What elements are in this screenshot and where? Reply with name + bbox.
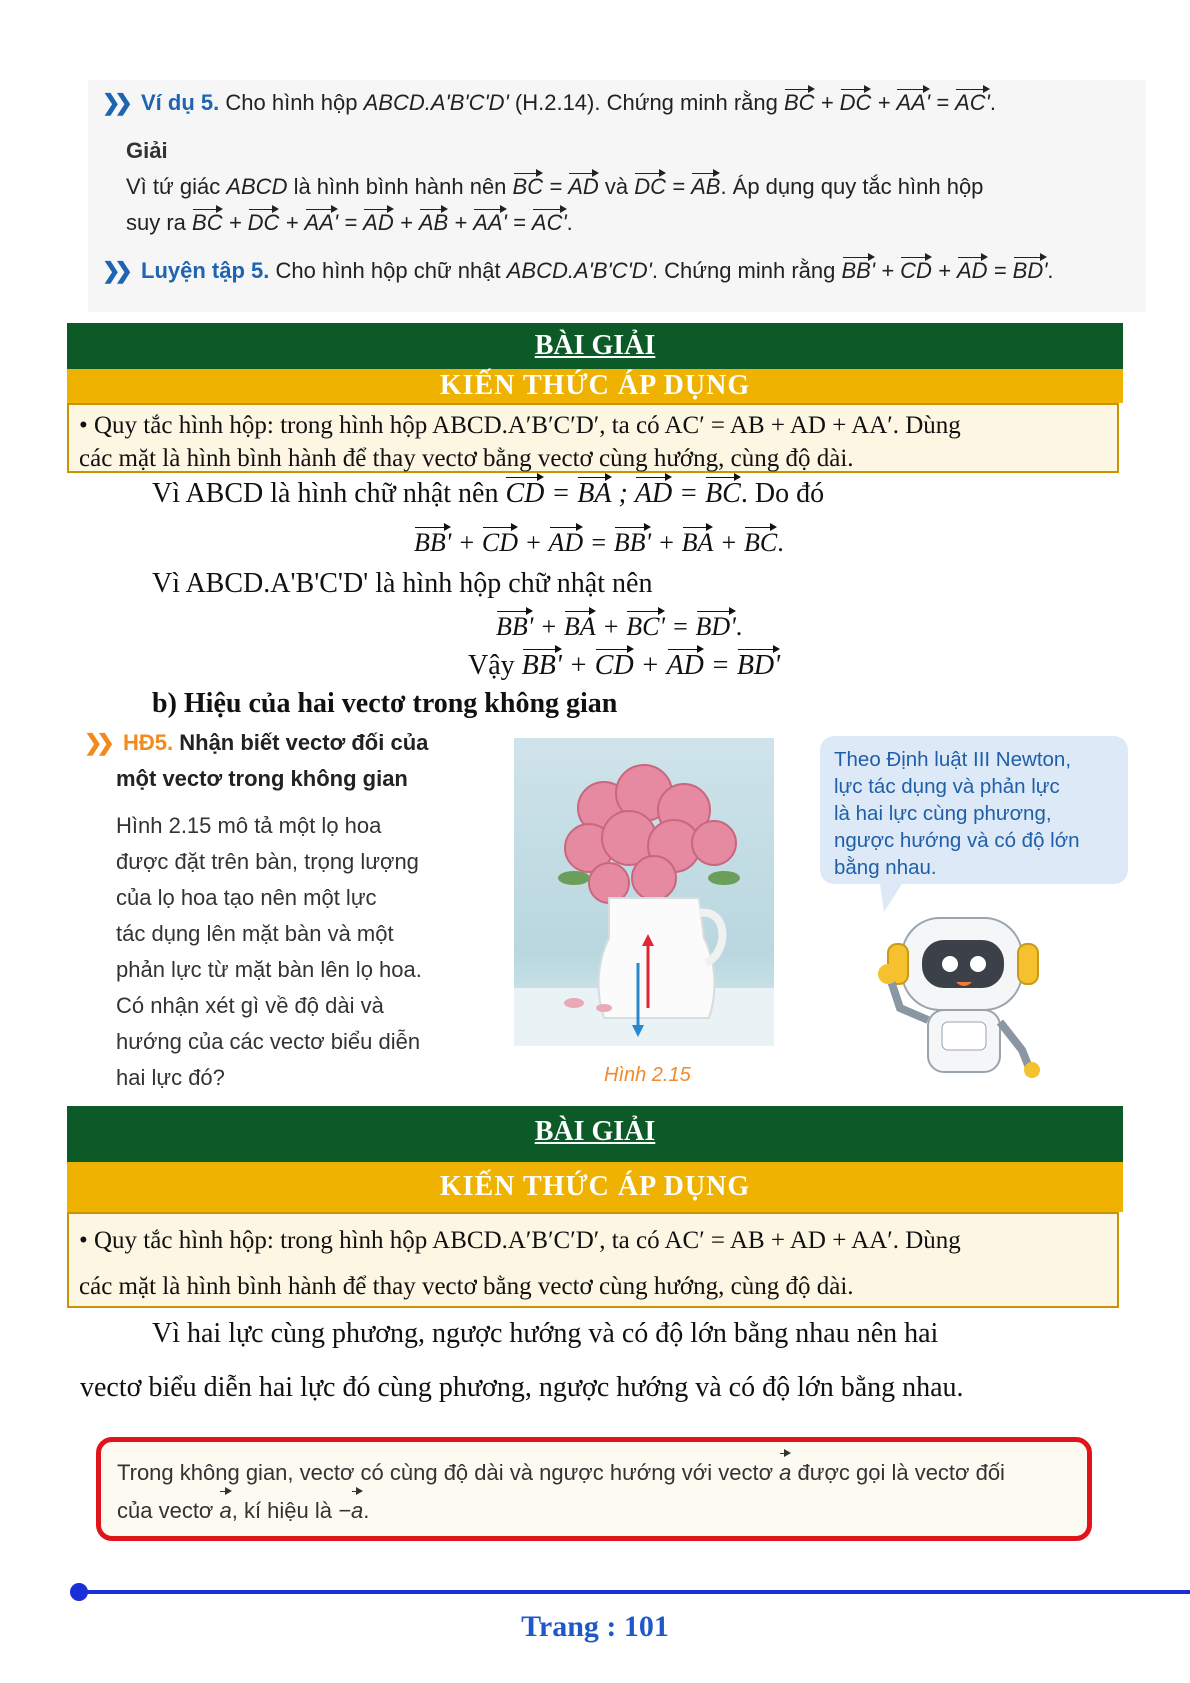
solution-header-2: BÀI GIẢI — [67, 1106, 1123, 1162]
knowledge-header: KIẾN THỨC ÁP DỤNG — [67, 369, 1123, 403]
chevron-icon: ❯❯ — [102, 258, 127, 283]
hd5-body-line: Hình 2.15 mô tả một lọ hoa — [116, 813, 382, 838]
equation-1: BB' + CD + AD = BB' + BA + BC. — [414, 528, 784, 557]
definition-line2: của vectơ a, kí hiệu là −a. — [117, 1492, 1071, 1530]
hd5-body-line: được đặt trên bàn, trọng lượng — [116, 849, 419, 874]
bubble-line: Theo Định luật III Newton, — [834, 748, 1072, 771]
hd5-body-line: tác dụng lên mặt bàn và một — [116, 921, 394, 946]
bubble-line: ngược hướng và có độ lớn — [834, 829, 1080, 852]
practice-statement: ❯❯ Luyện tập 5. Cho hình hộp chữ nhật ABCD.A'B'C'D'. Chứng minh rằng BB' + CD + AD = BD'. — [102, 258, 1054, 283]
rule-line2: các mặt là hình bình hành để thay vectơ bằng vectơ cùng hướng, cùng độ dài. — [79, 445, 854, 472]
hd5-body-line: hai lực đó? — [116, 1065, 225, 1090]
rule-line1: • Quy tắc hình hộp: trong hình hộp ABCD.A′B′C′D′, ta có AC′ = AB + AD + AA′. Dùng — [79, 1227, 961, 1254]
example-box — [88, 80, 1146, 312]
hd5-title: ❯❯ HĐ5. Nhận biết vectơ đối của — [84, 730, 429, 755]
bubble-line: là hai lực cùng phương, — [834, 802, 1052, 825]
solution1-line2: Vì ABCD.A'B'C'D' là hình hộp chữ nhật nên — [152, 568, 653, 599]
bubble-line: lực tác dụng và phản lực — [834, 775, 1060, 798]
definition-line1: Trong không gian, vectơ có cùng độ dài và ngược hướng với vectơ a được gọi là vectơ đối — [117, 1454, 1071, 1492]
flower-vase-image — [514, 738, 774, 1046]
solution-header: BÀI GIẢI — [67, 323, 1123, 369]
equation-2: BB' + BA + BC' = BD'. — [496, 612, 743, 641]
bubble-line: bằng nhau. — [834, 856, 937, 879]
section-b-heading: b) Hiệu của hai vectơ trong không gian — [152, 688, 618, 719]
rule-line1: • Quy tắc hình hộp: trong hình hộp ABCD.A′B′C′D′, ta có AC′ = AB + AD + AA′. Dùng — [79, 412, 961, 439]
chevron-icon: ❯❯ — [102, 90, 127, 115]
definition-box — [96, 1437, 1092, 1541]
hd5-body-line: Có nhận xét gì về độ dài và — [116, 993, 384, 1018]
page-number: Trang : 101 — [521, 1610, 669, 1643]
rule-line2: các mặt là hình bình hành để thay vectơ bằng vectơ cùng hướng, cùng độ dài. — [79, 1273, 854, 1300]
example-statement: ❯❯ Ví dụ 5. Cho hình hộp ABCD.A'B'C'D' (H.2.14). Chứng minh rằng BC + DC + AA' = AC'. — [102, 90, 996, 115]
robot-mascot-icon — [870, 910, 1060, 1080]
solution2-line2: vectơ biểu diễn hai lực đó cùng phương, ngược hướng và có độ lớn bằng nhau. — [80, 1372, 964, 1403]
speech-bubble — [820, 736, 1128, 884]
footer-dot — [70, 1583, 88, 1601]
hd5-body-line: hướng của các vectơ biểu diễn — [116, 1029, 421, 1054]
hd5-title-line2: một vectơ trong không gian — [116, 766, 408, 791]
rule-box — [67, 403, 1119, 473]
example-solution-line1: Vì tứ giác ABCD là hình bình hành nên BC = AD và DC = AB. Áp dụng quy tắc hình hộp — [126, 174, 984, 199]
hd5-body — [116, 808, 476, 1096]
rule-box-2 — [67, 1212, 1119, 1308]
knowledge-header-2: KIẾN THỨC ÁP DỤNG — [67, 1162, 1123, 1212]
footer-line — [78, 1590, 1190, 1594]
solution2-line1: Vì hai lực cùng phương, ngược hướng và có độ lớn bằng nhau nên hai — [152, 1318, 939, 1349]
hd5-body-line: phản lực từ mặt bàn lên lọ hoa. — [116, 957, 422, 982]
chevron-icon: ❯❯ — [84, 730, 109, 755]
solution1-line1: Vì ABCD là hình chữ nhật nên CD = BA ; AD = BC. Do đó — [152, 478, 825, 509]
figure-caption: Hình 2.15 — [604, 1064, 691, 1086]
conclusion: Vậy BB' + CD + AD = BD' — [468, 650, 781, 681]
solution-heading: Giải — [126, 138, 168, 163]
hd5-body-line: của lọ hoa tạo nên một lực — [116, 885, 377, 910]
flower-vase-illustration — [514, 738, 774, 1046]
example-solution-line2: suy ra BC + DC + AA' = AD + AB + AA' = AC'. — [126, 210, 573, 235]
